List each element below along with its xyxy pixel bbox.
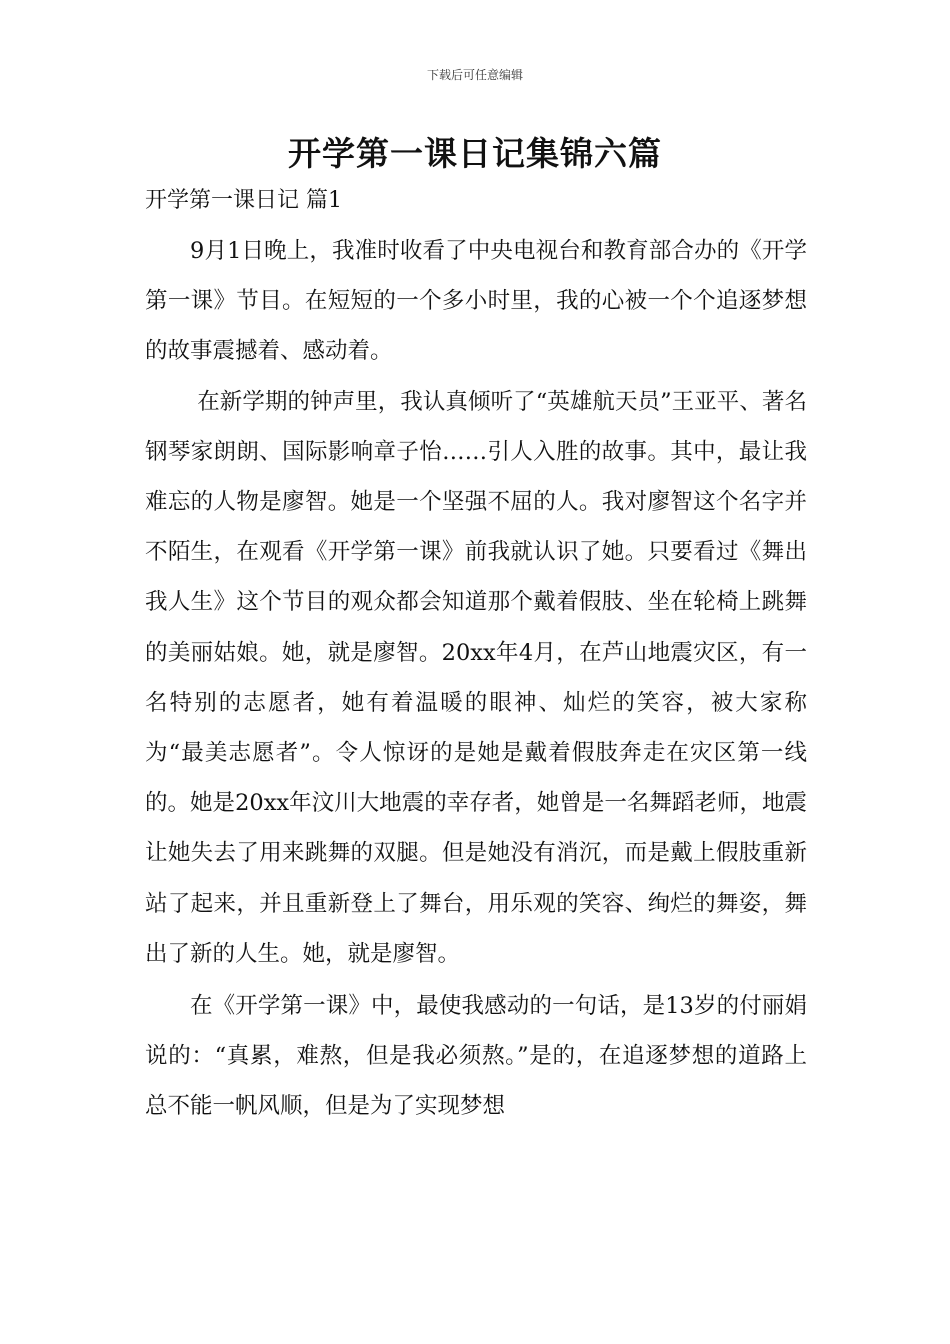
paragraph-1: 9月1日晚上，我准时收看了中央电视台和教育部合办的《开学第一课》节目。在短短的一个多小时里，我的心被一个个追逐梦想的故事震撼着、感动着。 bbox=[145, 238, 807, 365]
section-heading: 开学第一课日记 篇1 bbox=[145, 188, 342, 213]
paragraph-2: 在新学期的钟声里，我认真倾听了“英雄航天员”王亚平、著名钢琴家朗朗、国际影响章子怡……引人入胜的故事。其中，最让我难忘的人物是廖智。她是一个坚强不屈的人。我对廖智这个名字并不陌生，在观看《开学第一课》前我就认识了她。只要看过《舞出我人生》这个节目的观众都会知道那个戴着假肢、坐在轮椅上跳舞的美丽姑娘。她，就是廖智。20xx年4月，在芦山地震灾区，有一名特别的志愿者，她有着温暖的眼神、灿烂的笑容，被大家称为“最美志愿者”。令人惊讶的是她是戴着假肢奔走在灾区第一线的。她是20xx年汶川大地震的幸存者，她曾是一名舞蹈老师，地震让她失去了用来跳舞的双腿。但是她没有消沉，而是戴上假肢重新站了起来，并且重新登上了舞台，用乐观的笑容、绚烂的舞姿，舞出了新的人生。她，就是廖智。 bbox=[145, 388, 807, 967]
body-text bbox=[145, 226, 807, 1134]
document-title: 开学第一课日记集锦六篇 bbox=[288, 134, 662, 173]
header-note: 下载后可任意编辑 bbox=[426, 68, 523, 82]
paragraph-3: 在《开学第一课》中，最使我感动的一句话，是13岁的付丽娟说的：“真累，难熬，但是我必须熬。”是的，在追逐梦想的道路上总不能一帆风顺，但是为了实现梦想 bbox=[145, 993, 807, 1120]
